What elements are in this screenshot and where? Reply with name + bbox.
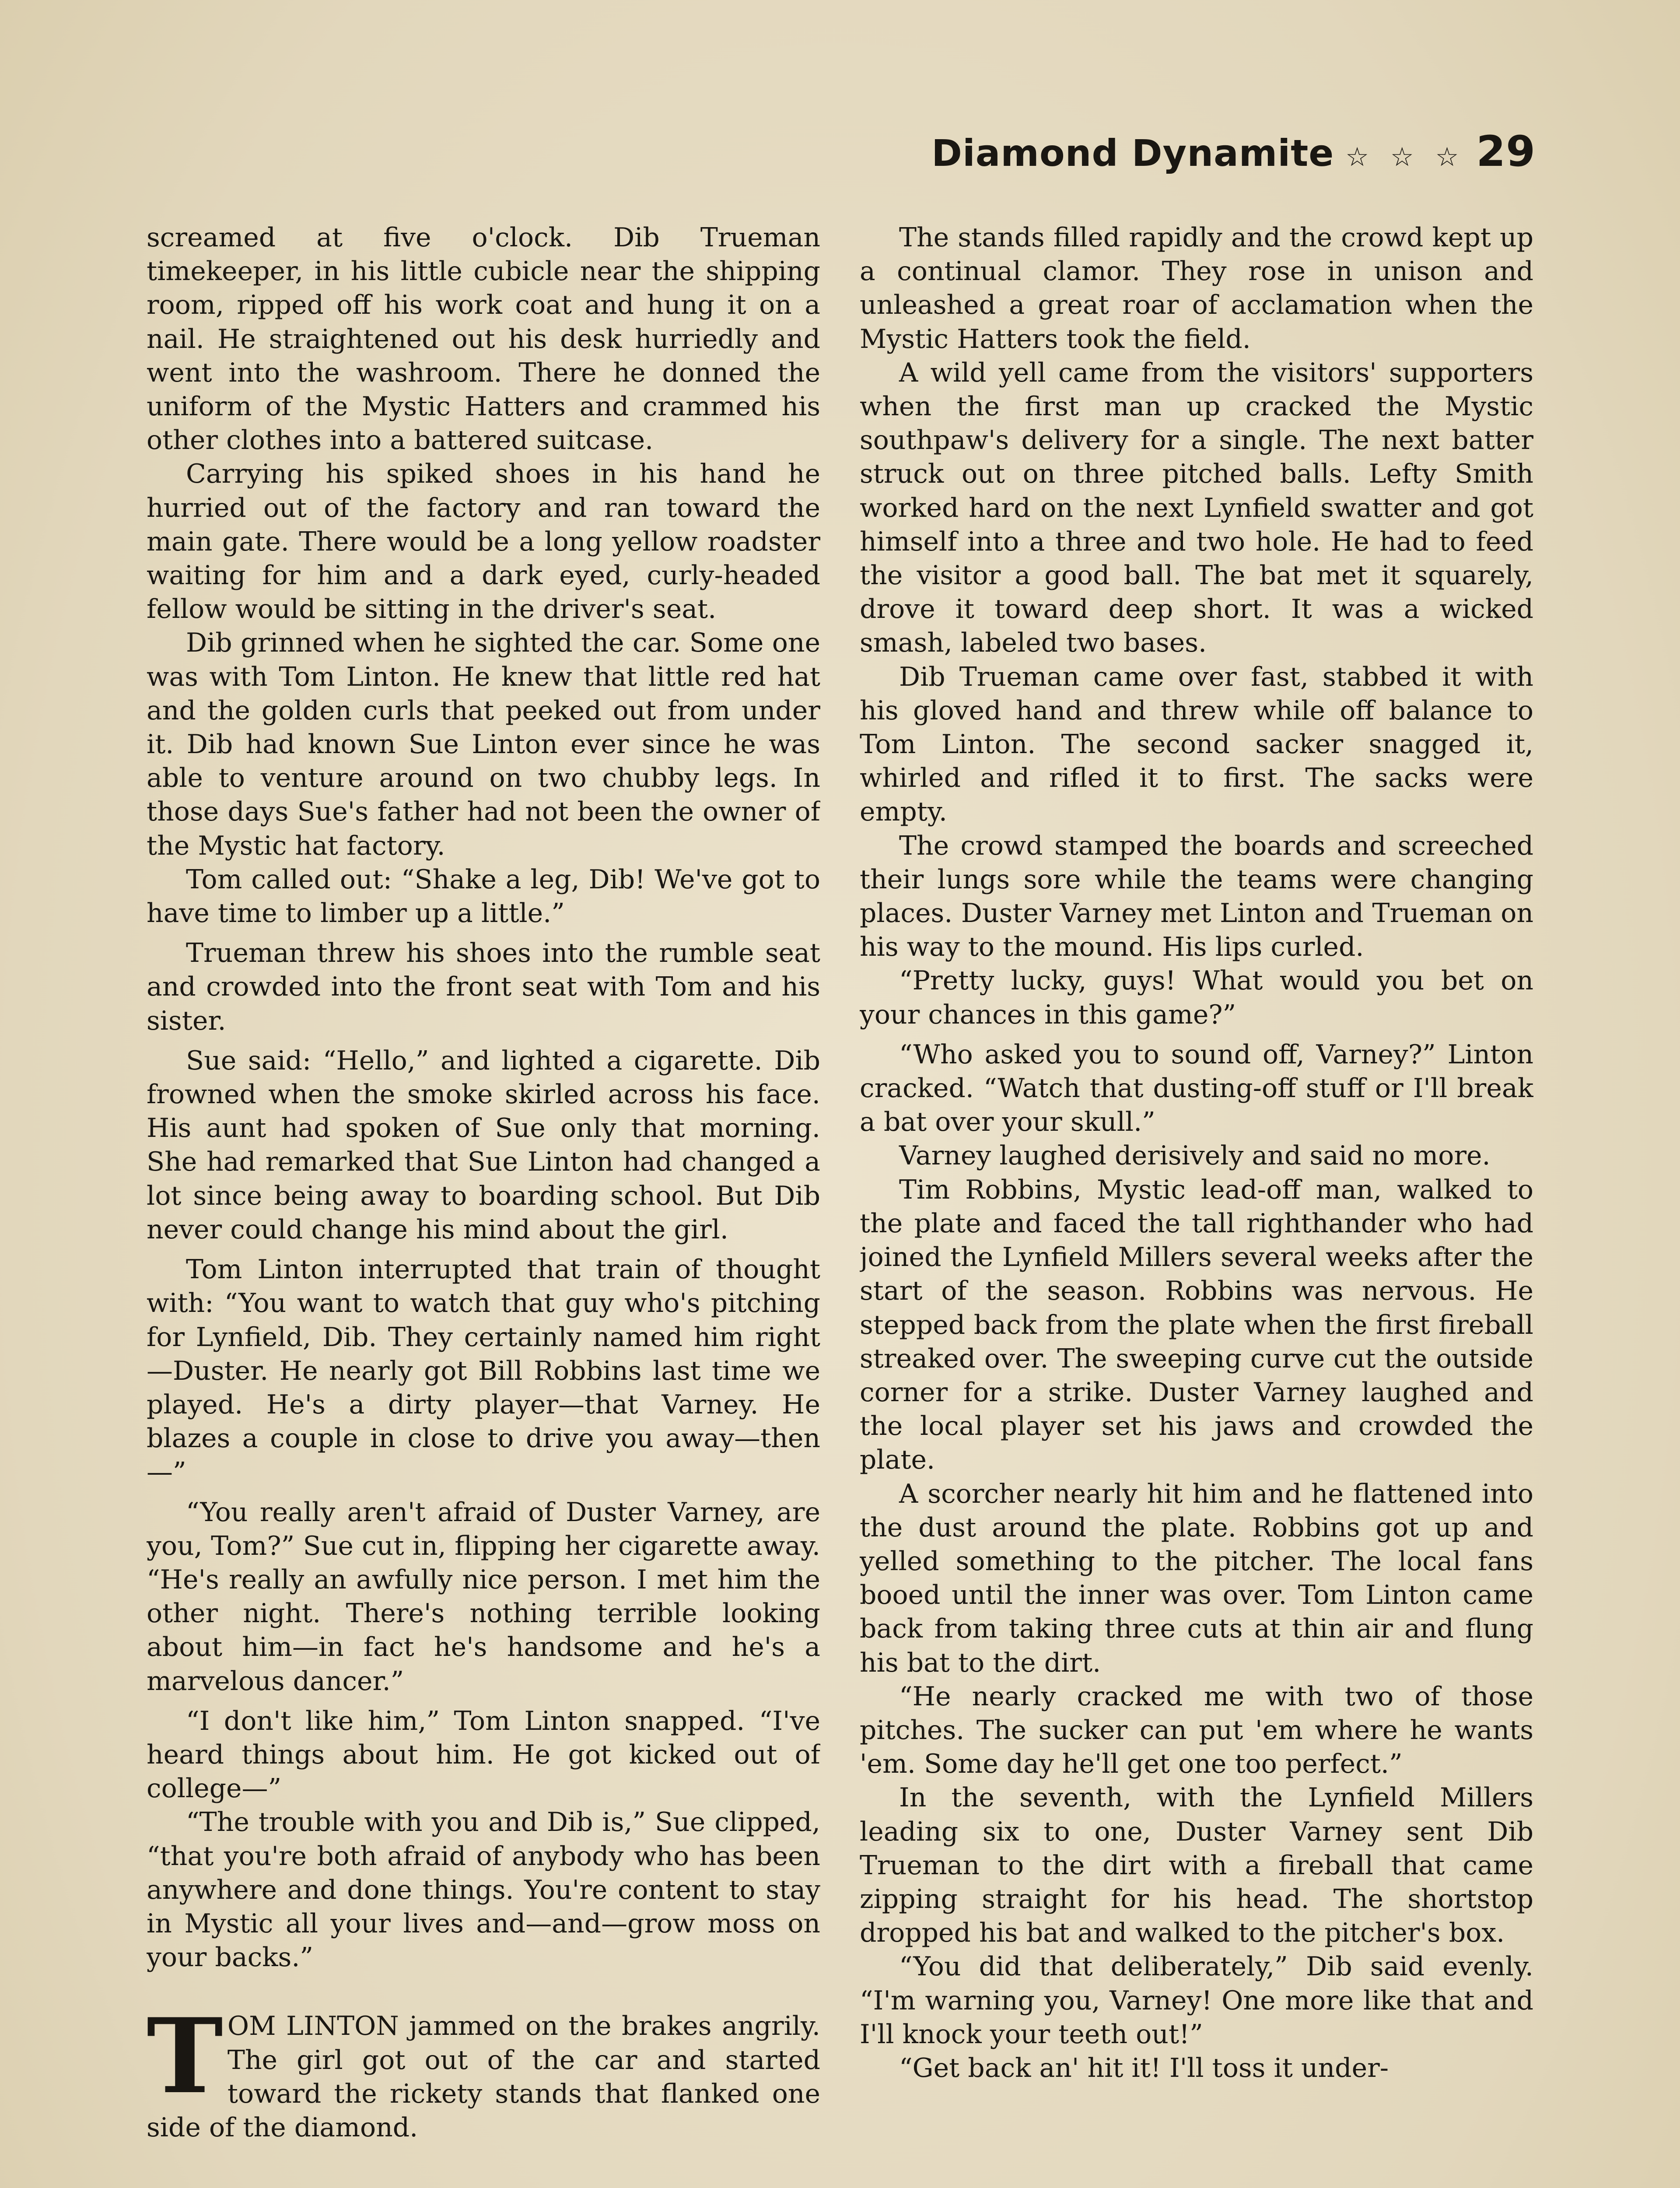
section-opening-paragraph [147,1996,820,2145]
paragraph: The crowd stamped the boards and screeched their lungs sore while the teams were changing places. Duster Varney met Linton and Trueman on his way to the mound. His lips curled. [860,830,1533,963]
paragraph: A scorcher nearly hit him and he flattened into the dust around the plate. Robbins got up and yelled something to the pitcher. The local fans booed until the inner was over. Tom Linton came back from taking three cuts at thin air and flung his bat to the dirt. [860,1478,1533,1678]
paragraph: “He nearly cracked me with two of those pitches. The sucker can put 'em where he wants 'em. Some day he'll get one too perfect.” [860,1681,1533,1780]
story-title: Diamond Dynamite [931,132,1334,175]
paragraph: Tom called out: “Shake a leg, Dib! We've got to have time to limber up a little.” [147,864,820,929]
paragraph: Dib Trueman came over fast, stabbed it with his gloved hand and threw while off balance to Tom Linton. The second sacker snagged it, whirled and rifled it to first. The sacks were empty. [860,661,1533,828]
page-number: 29 [1476,127,1536,176]
left-column [147,221,820,2188]
paragraph: “I don't like him,” Tom Linton snapped. “I've heard things about him. He got kicked out of college—” [147,1705,820,1804]
paragraph: Carrying his spiked shoes in his hand he hurried out of the factory and ran toward the main gate. There would be a long yellow roadster waiting for him and a dark eyed, curly-headed fellow would be sitting in the driver's seat. [147,459,820,625]
running-head [931,127,1536,176]
paragraph: Sue said: “Hello,” and lighted a cigarette. Dib frowned when the smoke skirled across his face. His aunt had spoken of Sue only that morning. She had remarked that Sue Linton had changed a lot since being away to boarding school. But Dib never could change his mind about the girl. [147,1045,820,1245]
paragraph: “You really aren't afraid of Duster Varney, are you, Tom?” Sue cut in, flipping her cigarette away. “He's really an awfully nice person. I met him the other night. There's nothing terrible looking about him—in fact he's handsome and he's a marvelous dancer.” [147,1497,820,1697]
paragraph: A wild yell came from the visitors' supporters when the first man up cracked the Mystic southpaw's delivery for a single. The next batter struck out on three pitched balls. Lefty Smith worked hard on the next Lynfield swatter and got himself into a three and two hole. He had to feed the visitor a good ball. The bat met it squarely, drove it toward deep short. It was a wicked smash, labeled two bases. [860,357,1533,659]
section-text: OM LINTON jammed on the brakes angrily. The girl got out of the car and started toward the rickety stands that flanked one side of the diamond. [147,2011,820,2143]
paragraph: The stands filled rapidly and the crowd kept up a continual clamor. They rose in unison and unleashed a great roar of acclamation when the Mystic Hatters took the field. [860,222,1533,354]
paragraph: Dib grinned when he sighted the car. Some one was with Tom Linton. He knew that little red hat and the golden curls that peeked out from under it. Dib had known Sue Linton ever since he was able to venture around on two chubby legs. In those days Sue's father had not been the owner of the Mystic hat factory. [147,628,820,861]
paragraph: “Who asked you to sound off, Varney?” Linton cracked. “Watch that dusting-off stuff or I'll break a bat over your skull.” [860,1039,1533,1138]
paragraph: In the seventh, with the Lynfield Millers leading six to one, Duster Varney sent Dib Trueman to the dirt with a fireball that came zipping straight for his head. The shortstop dropped his bat and walked to the pitcher's box. [860,1782,1533,1949]
star-ornament-icon: ☆ ☆ ☆ [1345,142,1465,172]
paragraph: “The trouble with you and Dib is,” Sue clipped, “that you're both afraid of anybody who has been anywhere and done things. You're content to stay in Mystic all your lives and—and—grow moss on your backs.” [147,1807,820,1973]
paragraph: screamed at five o'clock. Dib Trueman timekeeper, in his little cubicle near the shipping room, ripped off his work coat and hung it on a nail. He straightened out his desk hurriedly and went into the washroom. There he donned the uniform of the Mystic Hatters and crammed his other clothes into a battered suitcase. [147,222,820,456]
paragraph: “Get back an' hit it! I'll toss it under- [899,2052,1389,2083]
paragraph: Trueman threw his shoes into the rumble seat and crowded into the front seat with Tom and his sister. [147,938,820,1036]
paragraph: “Pretty lucky, guys! What would you bet on your chances in this game?” [860,965,1533,1030]
paragraph: Tom Linton interrupted that train of thought with: “You want to watch that guy who's pitching for Lynfield, Dib. They certainly named him right—Duster. He nearly got Bill Robbins last time we played. He's a dirty player—that Varney. He blazes a couple in close to drive you away—then—” [147,1254,820,1488]
paragraph: “You did that deliberately,” Dib said evenly. “I'm warning you, Varney! One more like that and I'll knock your teeth out!” [860,1951,1533,2050]
paragraph: Tim Robbins, Mystic lead-off man, walked to the plate and faced the tall righthander who had joined the Lynfield Millers several weeks after the start of the season. Robbins was nervous. He stepped back from the plate when the first fireball streaked over. The sweeping curve cut the outside corner for a strike. Duster Varney laughed and the local player set his jaws and crowded the plate. [860,1174,1533,1476]
drop-cap: T [147,1996,223,2117]
paragraph: Varney laughed derisively and said no more. [899,1140,1491,1171]
right-column [860,221,1533,2188]
